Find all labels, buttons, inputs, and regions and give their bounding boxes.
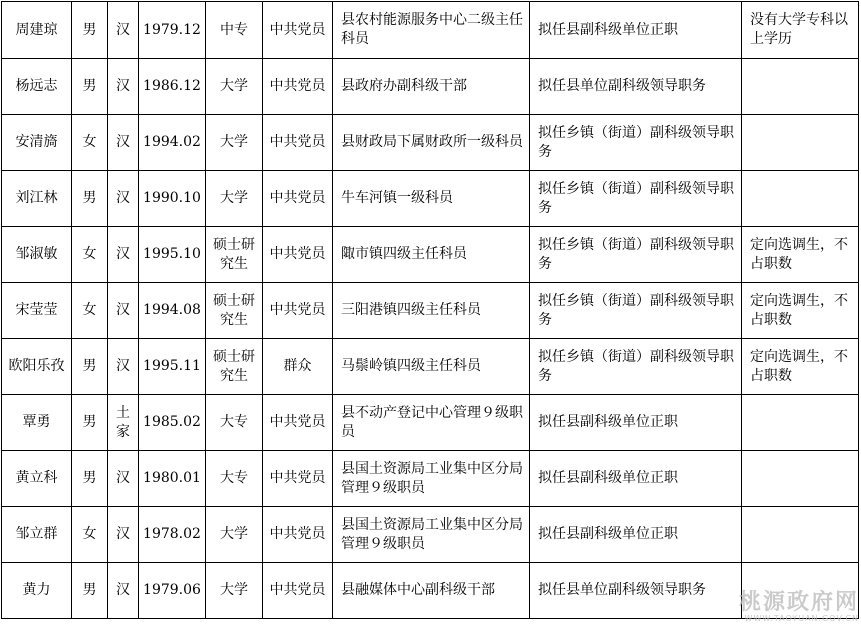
cell-education	[206, 339, 263, 395]
watermark-url: WWW.TAOYUAN.GOV.CN	[744, 614, 859, 623]
cell-gender	[72, 339, 108, 395]
cell-remark-text: 定向选调生，不占职数	[750, 292, 848, 328]
cell-ethnicity-text: 汉	[116, 78, 130, 94]
cell-gender-text: 男	[82, 582, 97, 598]
cell-proposed-post-text: 拟任县单位副科级领导职务	[538, 582, 706, 598]
cell-gender	[72, 171, 108, 227]
cell-name-text: 周建琼	[15, 21, 58, 38]
cell-birth-date-text: 1994.08	[143, 302, 201, 318]
cell-education	[206, 563, 263, 619]
cell-gender	[72, 283, 108, 339]
cell-birth-date	[139, 171, 206, 227]
cell-remark	[742, 283, 859, 339]
cell-education-text: 大学	[220, 526, 248, 542]
cell-name-text: 安清旖	[15, 134, 58, 150]
cell-education-text: 硕士研究生	[213, 348, 255, 384]
cell-political-status	[263, 227, 333, 283]
cell-current-post	[333, 451, 530, 507]
cell-current-post	[333, 59, 530, 115]
cell-current-post	[333, 395, 530, 451]
cell-gender-text: 男	[82, 414, 97, 430]
cell-current-post	[333, 227, 530, 283]
cell-gender	[72, 115, 108, 171]
cell-proposed-post	[530, 395, 742, 451]
cell-ethnicity	[108, 283, 139, 339]
cell-gender-text: 男	[82, 358, 97, 374]
cell-birth-date	[139, 283, 206, 339]
table-row	[2, 2, 859, 59]
cell-name	[2, 563, 72, 619]
cell-name	[2, 283, 72, 339]
cell-ethnicity-text: 汉	[116, 21, 130, 38]
cell-ethnicity	[108, 395, 139, 451]
cell-current-post-text: 陬市镇四级主任科员	[341, 246, 467, 262]
cell-name	[2, 59, 72, 115]
cell-birth-date	[139, 2, 206, 59]
cell-education-text: 大学	[220, 134, 248, 150]
cell-birth-date	[139, 563, 206, 619]
cell-education-text: 硕士研究生	[213, 292, 255, 328]
watermark-chinese: 桃源政府网	[738, 589, 859, 615]
table-row	[2, 171, 859, 227]
cell-gender	[72, 563, 108, 619]
table-row	[2, 227, 859, 283]
cell-political-status-text: 中共党员	[269, 302, 326, 318]
cell-ethnicity	[108, 171, 139, 227]
cell-political-status	[263, 507, 333, 563]
cell-current-post-text: 马鬃岭镇四级主任科员	[341, 358, 481, 374]
cell-proposed-post-text: 拟任县副科级单位正职	[538, 470, 678, 486]
cell-political-status	[263, 115, 333, 171]
cell-political-status	[263, 2, 333, 59]
cell-proposed-post	[530, 2, 742, 59]
cell-current-post-text: 县财政局下属财政所一级科员	[341, 134, 523, 150]
cell-birth-date-text: 1978.02	[143, 526, 201, 542]
cell-name	[2, 227, 72, 283]
cell-ethnicity-text: 汉	[116, 582, 130, 598]
cell-proposed-post-text: 拟任乡镇（街道）副科级领导职务	[538, 124, 734, 160]
cell-birth-date	[139, 339, 206, 395]
cell-political-status-text: 中共党员	[269, 526, 326, 542]
cell-birth-date-text: 1990.10	[143, 190, 201, 206]
cell-current-post	[333, 171, 530, 227]
cell-current-post-text: 三阳港镇四级主任科员	[341, 302, 481, 318]
cell-political-status	[263, 339, 333, 395]
cell-gender	[72, 227, 108, 283]
cell-education	[206, 115, 263, 171]
cell-political-status-text: 中共党员	[269, 21, 326, 38]
cell-education	[206, 395, 263, 451]
cell-political-status-text: 中共党员	[269, 414, 326, 430]
cell-current-post-text: 县国土资源局工业集中区分局管理９级职员	[341, 460, 523, 496]
cell-education	[206, 227, 263, 283]
cell-current-post	[333, 563, 530, 619]
cell-current-post	[333, 283, 530, 339]
table-row	[2, 115, 859, 171]
cell-current-post-text: 县政府办副科级干部	[341, 78, 467, 94]
cell-proposed-post	[530, 115, 742, 171]
table-row	[2, 563, 859, 619]
cell-gender-text: 男	[82, 21, 97, 38]
cell-birth-date-text: 1985.02	[143, 414, 201, 430]
cell-remark-text: 没有大学专科以上学历	[750, 12, 848, 47]
cell-ethnicity-text: 汉	[116, 246, 130, 262]
cell-birth-date-text: 1980.01	[143, 470, 201, 486]
cell-proposed-post-text: 拟任县副科级单位正职	[538, 414, 678, 430]
cell-proposed-post-text: 拟任县副科级单位正职	[538, 21, 678, 38]
cell-name-text: 宋莹莹	[15, 302, 58, 318]
cell-gender-text: 女	[82, 526, 97, 542]
cell-gender-text: 男	[82, 470, 97, 486]
cell-political-status-text: 中共党员	[269, 190, 326, 206]
cell-remark	[742, 59, 859, 115]
cell-gender	[72, 451, 108, 507]
cell-education	[206, 283, 263, 339]
cell-ethnicity	[108, 59, 139, 115]
cell-education	[206, 507, 263, 563]
cell-remark	[742, 2, 859, 59]
cell-name-text: 刘江林	[15, 190, 58, 206]
cell-birth-date-text: 1995.10	[143, 246, 201, 262]
cell-political-status-text: 中共党员	[269, 78, 326, 94]
cell-birth-date-text: 1994.02	[143, 134, 201, 150]
cell-education-text: 中专	[220, 21, 248, 38]
cell-education-text: 大学	[220, 190, 248, 206]
cell-proposed-post	[530, 451, 742, 507]
cell-gender-text: 女	[82, 134, 97, 150]
cell-birth-date-text: 1986.12	[143, 78, 201, 94]
cell-proposed-post-text: 拟任乡镇（街道）副科级领导职务	[538, 348, 734, 384]
cell-birth-date	[139, 451, 206, 507]
cell-gender	[72, 507, 108, 563]
cell-ethnicity	[108, 507, 139, 563]
cell-ethnicity-text: 汉	[116, 358, 130, 374]
cell-proposed-post-text: 拟任县单位副科级领导职务	[538, 78, 706, 94]
cell-ethnicity	[108, 563, 139, 619]
cell-remark	[742, 171, 859, 227]
cell-gender-text: 女	[82, 246, 97, 262]
cell-birth-date	[139, 115, 206, 171]
cell-name-text: 覃勇	[22, 414, 51, 430]
table-body	[2, 2, 859, 619]
cell-gender-text: 男	[82, 190, 97, 206]
cell-birth-date-text: 1979.12	[143, 21, 201, 38]
cell-name	[2, 115, 72, 171]
cell-name	[2, 395, 72, 451]
cell-name-text: 黄立科	[15, 470, 58, 486]
cell-political-status	[263, 563, 333, 619]
cell-proposed-post	[530, 171, 742, 227]
cell-gender	[72, 59, 108, 115]
cell-proposed-post-text: 拟任乡镇（街道）副科级领导职务	[538, 180, 734, 216]
cell-remark	[742, 563, 859, 619]
cell-birth-date	[139, 59, 206, 115]
cell-remark	[742, 115, 859, 171]
cell-education	[206, 59, 263, 115]
cell-education-text: 大专	[220, 414, 248, 430]
cell-birth-date	[139, 507, 206, 563]
cell-proposed-post-text: 拟任乡镇（街道）副科级领导职务	[538, 292, 734, 328]
cell-ethnicity-text: 汉	[116, 470, 130, 486]
table-row	[2, 395, 859, 451]
cell-current-post-text: 县农村能源服务中心二级主任科员	[341, 12, 523, 47]
cell-ethnicity	[108, 451, 139, 507]
cell-political-status	[263, 59, 333, 115]
cell-name	[2, 339, 72, 395]
cell-name-text: 邹淑敏	[15, 246, 58, 262]
cell-education	[206, 171, 263, 227]
cell-proposed-post	[530, 507, 742, 563]
cell-proposed-post	[530, 563, 742, 619]
cell-ethnicity-text: 汉	[116, 134, 130, 150]
cell-gender	[72, 395, 108, 451]
cell-proposed-post	[530, 59, 742, 115]
cell-proposed-post-text: 拟任县副科级单位正职	[538, 526, 678, 542]
cell-ethnicity-text: 汉	[116, 302, 130, 318]
cell-political-status-text: 中共党员	[269, 582, 326, 598]
cell-name	[2, 171, 72, 227]
cell-proposed-post	[530, 227, 742, 283]
cell-education-text: 大专	[220, 470, 248, 486]
candidate-table	[1, 1, 859, 619]
cell-birth-date	[139, 227, 206, 283]
cell-political-status-text: 中共党员	[269, 134, 326, 150]
cell-current-post-text: 县不动产登记中心管理９级职员	[341, 404, 523, 440]
cell-education-text: 大学	[220, 78, 248, 94]
cell-remark	[742, 451, 859, 507]
cell-gender	[72, 2, 108, 59]
cell-name-text: 杨远志	[15, 78, 58, 94]
table-row	[2, 451, 859, 507]
cell-name-text: 邹立群	[15, 526, 58, 542]
cell-political-status-text: 中共党员	[269, 470, 326, 486]
cell-political-status-text: 中共党员	[269, 246, 326, 262]
cell-political-status	[263, 283, 333, 339]
table-row	[2, 283, 859, 339]
cell-ethnicity-text: 汉	[116, 526, 130, 542]
cell-name	[2, 2, 72, 59]
cell-name-text: 黄力	[22, 582, 51, 598]
cell-ethnicity-text: 汉	[116, 190, 130, 206]
cell-ethnicity	[108, 115, 139, 171]
cell-remark	[742, 507, 859, 563]
cell-name-text: 欧阳乐孜	[8, 358, 65, 374]
cell-birth-date-text: 1979.06	[143, 582, 201, 598]
table-row	[2, 59, 859, 115]
cell-remark	[742, 395, 859, 451]
cell-current-post	[333, 507, 530, 563]
cell-political-status	[263, 395, 333, 451]
cell-education	[206, 2, 263, 59]
table-row	[2, 507, 859, 563]
cell-ethnicity	[108, 339, 139, 395]
cell-education-text: 硕士研究生	[213, 236, 255, 272]
cell-ethnicity	[108, 227, 139, 283]
cell-gender-text: 女	[82, 302, 97, 318]
cell-current-post-text: 县国土资源局工业集中区分局管理９级职员	[341, 516, 523, 552]
cell-ethnicity	[108, 2, 139, 59]
cell-remark-text: 定向选调生，不占职数	[750, 348, 848, 384]
cell-education-text: 大学	[220, 582, 248, 598]
cell-proposed-post-text: 拟任乡镇（街道）副科级领导职务	[538, 236, 734, 272]
cell-current-post	[333, 115, 530, 171]
cell-political-status	[263, 171, 333, 227]
cell-name	[2, 451, 72, 507]
cell-remark-text: 定向选调生，不占职数	[750, 236, 848, 272]
cell-current-post	[333, 339, 530, 395]
cell-name	[2, 507, 72, 563]
cell-current-post-text: 牛车河镇一级科员	[341, 190, 453, 206]
cell-remark	[742, 227, 859, 283]
cell-birth-date	[139, 395, 206, 451]
cell-proposed-post	[530, 339, 742, 395]
cell-current-post-text: 县融媒体中心副科级干部	[341, 582, 495, 598]
cell-current-post	[333, 2, 530, 59]
cell-ethnicity-text: 土家	[116, 404, 130, 440]
cell-birth-date-text: 1995.11	[143, 358, 201, 374]
table-row	[2, 339, 859, 395]
cell-political-status	[263, 451, 333, 507]
cell-remark	[742, 339, 859, 395]
cell-education	[206, 451, 263, 507]
cell-proposed-post	[530, 283, 742, 339]
cell-gender-text: 男	[82, 78, 97, 94]
cell-political-status-text: 群众	[283, 358, 312, 374]
